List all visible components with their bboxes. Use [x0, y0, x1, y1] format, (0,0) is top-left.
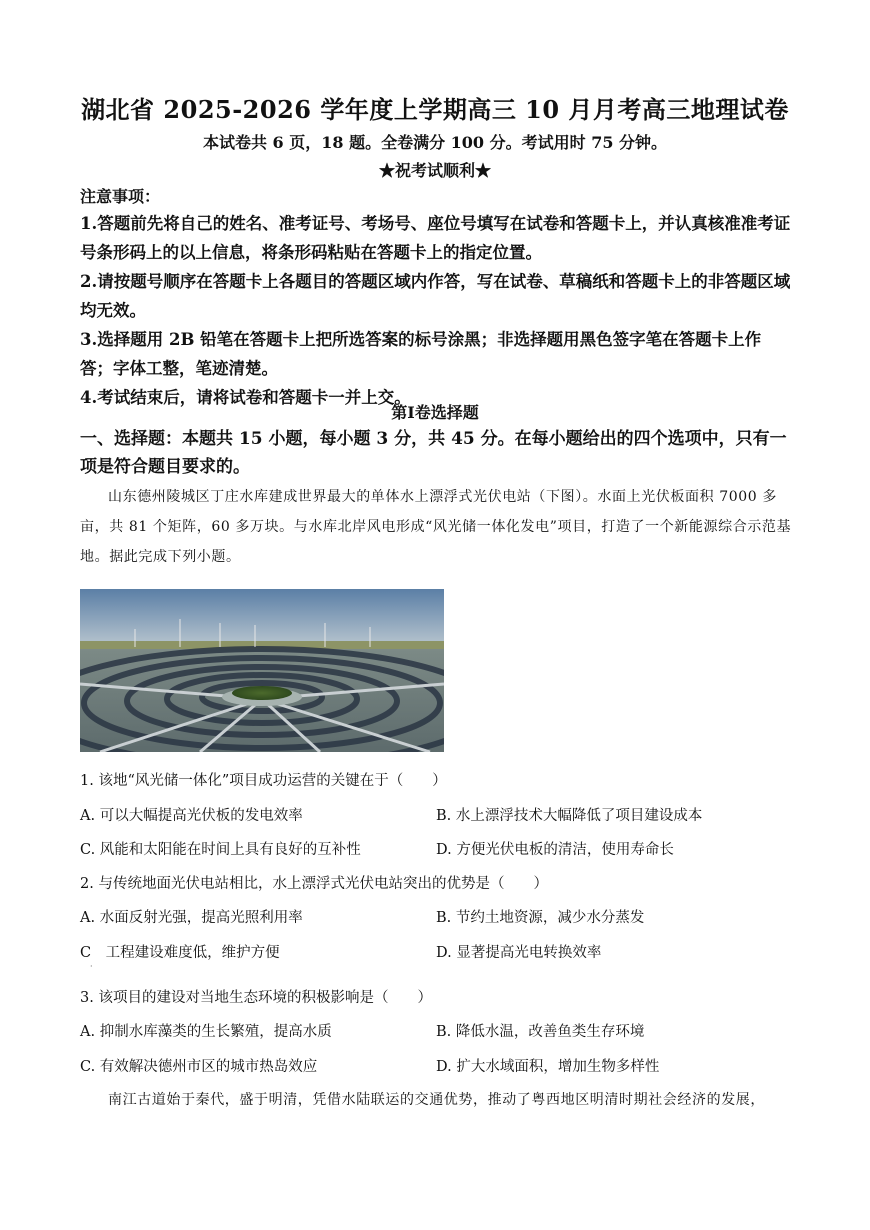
question-3-option-b: B. 降低水温，改善鱼类生存环境 [436, 1024, 645, 1040]
question-1-option-a: A. 可以大幅提高光伏板的发电效率 [80, 808, 303, 824]
question-2-option-c: C 工程建设难度低，维护方便 [80, 945, 280, 961]
reading-passage-2: 南江古道始于秦代，盛于明清，凭借水陆联运的交通优势，推动了粤西地区明清时期社会经济的发展， [108, 1092, 765, 1108]
part-one-instructions: 一、选择题：本题共 15 小题，每小题 3 分，共 45 分。在每小题给出的四个选项中，只有一项是符合题目要求的。 [80, 429, 787, 477]
good-luck-line: ★祝考试顺利★ [378, 161, 491, 180]
notice-item: 3.选择题用 2B 铅笔在答题卡上把所选答案的标号涂黑；非选择题用黑色签字笔在答题卡上作答；字体工整，笔迹清楚。 [80, 330, 762, 378]
question-1-option-d: D. 方便光伏电板的清洁，使用寿命长 [436, 842, 674, 858]
exam-title: 湖北省 2025-2026 学年度上学期高三 10 月月考高三地理试卷 [81, 95, 789, 124]
question-3-stem: 3. 该项目的建设对当地生态环境的积极影响是（ ） [80, 990, 432, 1006]
question-3-option-a: A. 抑制水库藻类的生长繁殖，提高水质 [80, 1024, 332, 1040]
stray-dot: · [90, 962, 93, 971]
question-2-option-b: B. 节约土地资源，减少水分蒸发 [436, 910, 645, 926]
exam-subtitle: 本试卷共 6 页，18 题。全卷满分 100 分。考试用时 75 分钟。 [202, 133, 668, 152]
question-2-option-d: D. 显著提高光电转换效率 [436, 945, 602, 961]
question-1-stem: 1. 该地“风光储一体化”项目成功运营的关键在于（ ） [80, 773, 447, 789]
notice-heading: 注意事项： [80, 187, 161, 206]
question-1-option-c: C. 风能和太阳能在时间上具有良好的互补性 [80, 842, 361, 858]
reading-passage-1: 山东德州陵城区丁庄水库建成世界最大的单体水上漂浮式光伏电站（下图）。水面上光伏板面积 7000 多亩，共 81 个矩阵，60 多万块。与水库北岸风电形成“风光储一体化发电”项目，打造了一个新能源综合示范基地。据此完成下列小题。 [80, 489, 792, 565]
notice-item: 2.请按题号顺序在答题卡上各题目的答题区域内作答，写在试卷、草稿纸和答题卡上的非答题区域均无效。 [80, 272, 791, 320]
question-1-option-b: B. 水上漂浮技术大幅降低了项目建设成本 [436, 808, 703, 824]
section-title: 第Ⅰ卷选择题 [391, 403, 479, 422]
question-3-option-d: D. 扩大水域面积，增加生物多样性 [436, 1059, 660, 1075]
notice-item: 4.考试结束后，请将试卷和答题卡一并上交。 [80, 388, 411, 407]
question-3-option-c: C. 有效解决德州市区的城市热岛效应 [80, 1059, 318, 1075]
notice-list [80, 209, 792, 412]
notice-item: 1.答题前先将自己的姓名、准考证号、考场号、座位号填写在试卷和答题卡上，并认真核准准考证号条形码上的以上信息，将条形码粘贴在答题卡上的指定位置。 [80, 214, 791, 262]
question-2-stem: 2. 与传统地面光伏电站相比，水上漂浮式光伏电站突出的优势是（ ） [80, 876, 548, 892]
question-2-option-a: A. 水面反射光强，提高光照利用率 [80, 910, 303, 926]
floating-solar-plant-photo [80, 589, 444, 752]
